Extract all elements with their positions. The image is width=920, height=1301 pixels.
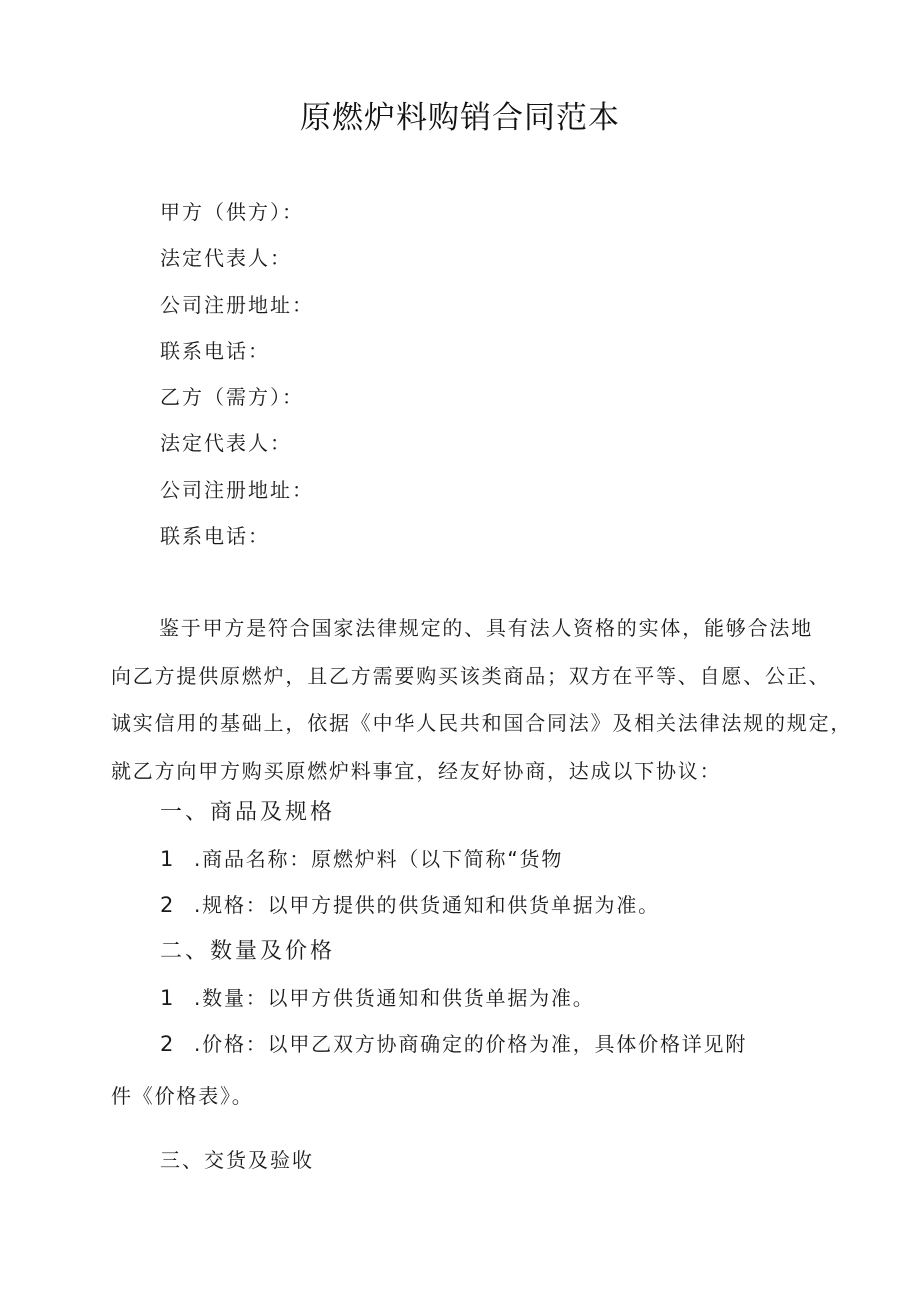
party-b-registered-address: 公司注册地址： xyxy=(160,477,314,502)
preamble-line: 诚实信用的基础上，依据《中华人民共和国合同法》及相关法律法规的规定， xyxy=(111,711,853,735)
clause-text: .规格：以甲方提供的供货通知和供货单据为准。 xyxy=(194,893,660,918)
clause-price-continuation: 件《价格表》。 xyxy=(111,1084,254,1108)
section-heading-quantity-price: 二、数量及价格 xyxy=(160,938,336,964)
party-b-legal-representative: 法定代表人： xyxy=(160,431,292,456)
party-b-phone: 联系电话： xyxy=(160,524,270,549)
document-title: 原燃炉料购销合同范本 xyxy=(300,100,620,136)
clause-goods-name xyxy=(160,839,747,885)
party-a-registered-address: 公司注册地址： xyxy=(160,292,314,317)
clause-text: .商品名称：原燃炉料（以下简称“货物 xyxy=(194,847,564,872)
clause-specification xyxy=(160,885,747,931)
section-heading-goods-specs: 一、商品及规格 xyxy=(160,800,336,825)
party-a-phone: 联系电话： xyxy=(160,338,270,363)
clause-price xyxy=(160,1024,747,1070)
party-b-label: 乙方（需方）： xyxy=(160,385,304,410)
clause-number: 1 xyxy=(160,985,176,1010)
clause-number: 2 xyxy=(160,1031,176,1056)
clause-text: .价格：以甲乙双方协商确定的价格为准，具体价格详见附 xyxy=(194,1031,748,1056)
clause-number: 2 xyxy=(160,893,176,918)
clause-list xyxy=(160,793,747,1070)
preamble-line: 向乙方提供原燃炉，且乙方需要购买该类商品；双方在平等、自愿、公正、 xyxy=(111,663,831,688)
party-info-list xyxy=(160,196,314,566)
clause-number: 1 xyxy=(160,847,176,872)
party-a-label: 甲方（供方）： xyxy=(160,200,304,224)
clause-text: .数量：以甲方供货通知和供货单据为准。 xyxy=(194,985,595,1010)
preamble-paragraph xyxy=(111,608,853,798)
preamble-line: 鉴于甲方是符合国家法律规定的、具有法人资格的实体，能够合法地 xyxy=(159,616,813,640)
party-a-legal-representative: 法定代表人： xyxy=(160,246,292,271)
preamble-line: 就乙方向甲方购买原燃炉料事宜，经友好协商，达成以下协议： xyxy=(111,758,722,783)
section-heading-delivery-acceptance: 三、交货及验收 xyxy=(160,1148,314,1172)
clause-quantity xyxy=(160,978,747,1024)
